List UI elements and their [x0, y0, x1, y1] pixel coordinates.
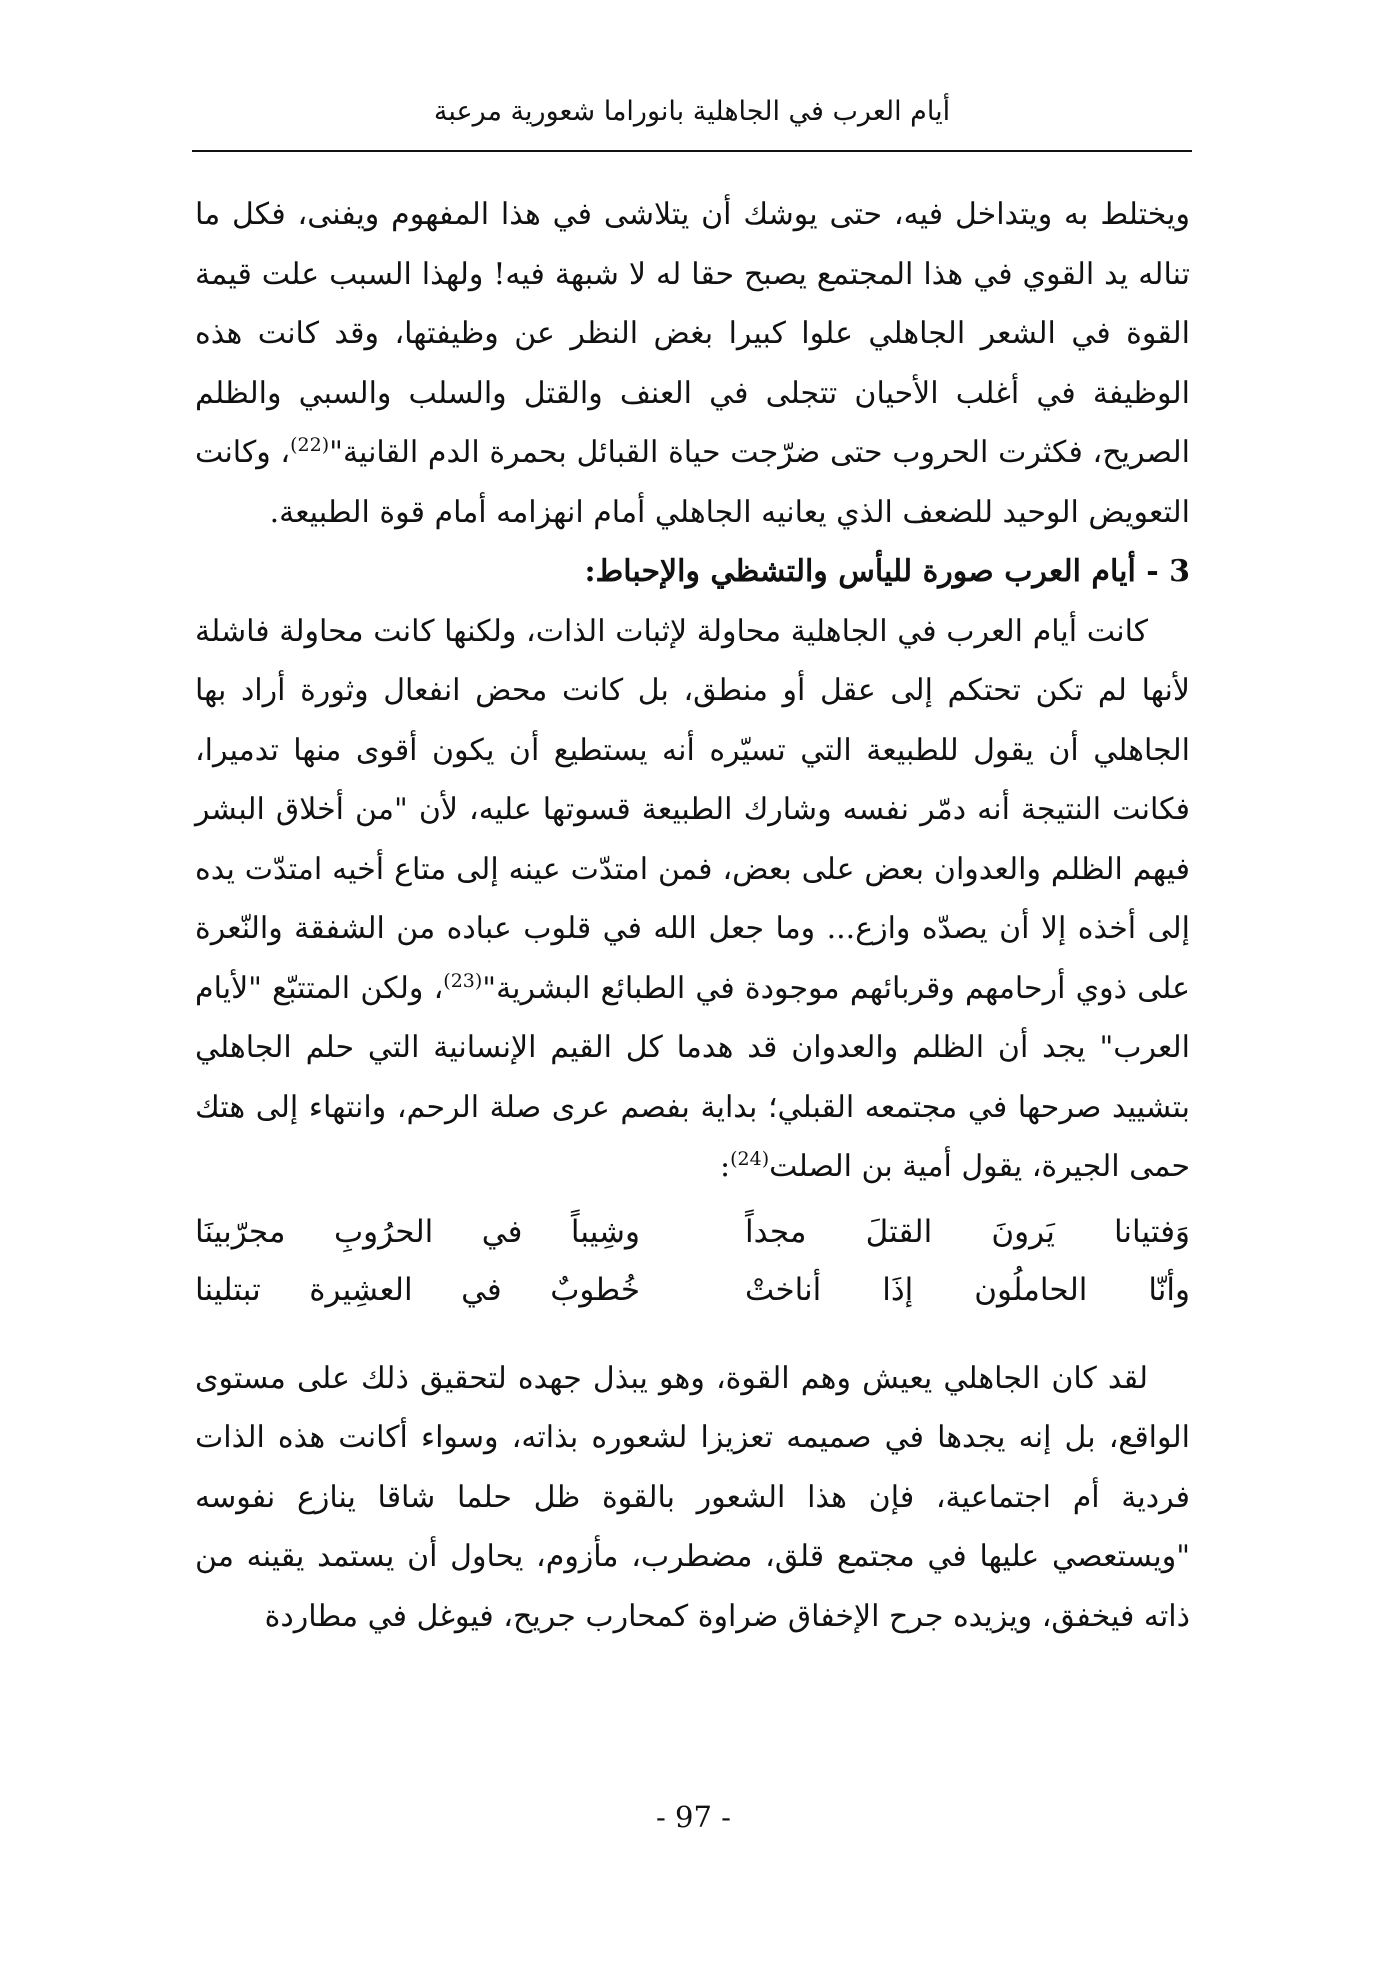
paragraph-text: ويختلط به ويتداخل فيه، حتى يوشك أن يتلاشى في هذا المفهوم ويفنى، فكل ما تناله يد القوي في هذا المجتمع يصبح حقا له لا شبهة فيه! ولهذا السبب علت قيمة القوة في الشعر الجاهلي علوا كبيرا بغض النظر عن وظيفتها، وقد كانت هذه الوظيفة في أغلب الأحيان تتجلى في العنف والقتل والسلب والسبي والظلم الصريح، فكثرت الحروب حتى ضرّجت حياة القبائل بحمرة الدم القانية" [195, 197, 1190, 470]
paragraph-text: : [720, 1149, 731, 1184]
paragraph-text: ، ولكن المتتبّع "لأيام العرب" يجد أن الظلم والعدوان قد هدما كل القيم الإنسانية التي حلم الجاهلي بتشييد صرحها في مجتمعه القبلي؛ بداية بفصم عرى صلة الرحم، وانتهاء إلى هتك حمى الجيرة، يقول أمية بن الصلت [195, 970, 1190, 1184]
paragraph-text: ، وكانت التعويض الوحيد للضعف الذي يعانيه الجاهلي أمام انهزامه أمام قوة الطبيعة. [195, 435, 1190, 530]
header-divider [192, 150, 1192, 152]
running-header-title: أيام العرب في الجاهلية بانوراما شعورية مرعبة [433, 96, 951, 127]
footnote-reference: (22) [290, 434, 330, 456]
page-number: - 97 - [656, 1800, 731, 1834]
section-heading: 3 - أيام العرب صورة لليأس والتشظي والإحباط: [584, 554, 1190, 589]
paragraph-continuation [195, 185, 1190, 542]
page-body [195, 185, 1190, 1646]
paragraph-text: كانت أيام العرب في الجاهلية محاولة لإثبات الذات، ولكنها كانت محاولة فاشلة لأنها لم تكن تحتكم إلى عقل أو منطق، بل كانت محض انفعال وثورة أراد بها الجاهلي أن يقول للطبيعة التي تسيّره أنه يستطيع أن يكون أقوى منها تدميرا، فكانت النتيجة أنه دمّر نفسه وشارك الطبيعة قسوتها عليه، لأن "من أخلاق البشر فيهم الظلم والعدوان بعض على بعض، فمن امتدّت عينه إلى متاع أخيه امتدّت يده إلى أخذه إلا أن يصدّه وازع... وما جعل الله في قلوب عباده من الشفقة والنّعرة على ذوي أرحامهم وقربائهم موجودة في الطبائع البشرية" [195, 613, 1190, 1006]
poem-verse [195, 1203, 1190, 1261]
paragraph-section-body [195, 602, 1190, 1197]
poem-verse [195, 1261, 1190, 1319]
poem-block [195, 1203, 1190, 1319]
poem-first-hemistich: وَفتيانا يَرونَ القتلَ مجداً [745, 1213, 1190, 1250]
poem-first-hemistich: وأنّا الحاملُون إذَا أناختْ [745, 1271, 1190, 1308]
footnote-reference: (24) [730, 1148, 770, 1170]
poem-second-hemistich: وشِيباً في الحرُوبِ مجرّبينَا [195, 1213, 640, 1250]
paragraph-after-poem: لقد كان الجاهلي يعيش وهم القوة، وهو يبذل جهده لتحقيق ذلك على مستوى الواقع، بل إنه يجدها في صميمه تعزيزا لشعوره بذاته، وسواء أكانت هذه الذات فردية أم اجتماعية، فإن هذا الشعور بالقوة ظل حلما شاقا ينازع نفوسه "ويستعصي عليها في مجتمع قلق، مضطرب، مأزوم، يحاول أن يستمد يقينه من ذاته فيخفق، ويزيده جرح الإخفاق ضراوة كمحارب جريح، فيوغل في مطاردة [195, 1360, 1190, 1634]
footnote-reference: (23) [443, 969, 483, 992]
poem-second-hemistich: خُطوبٌ في العشِيرة تبتلينا [195, 1271, 640, 1308]
